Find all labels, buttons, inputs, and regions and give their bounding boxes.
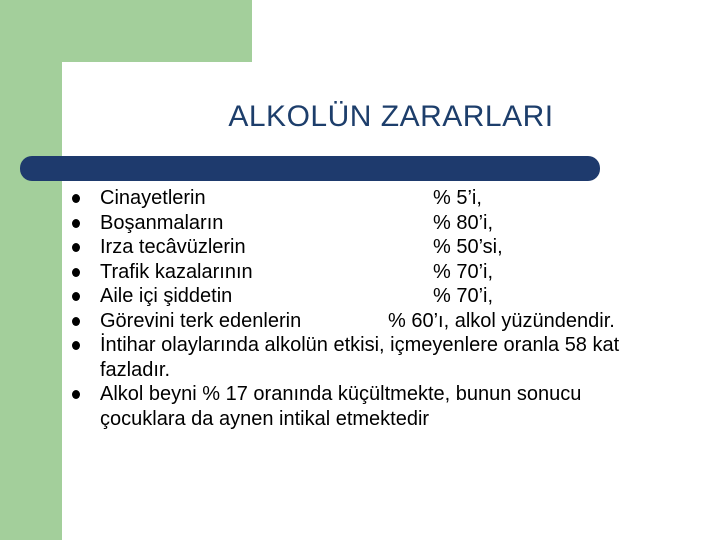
title-underline-bar <box>20 156 600 181</box>
list-item-label: Cinayetlerin <box>100 187 206 209</box>
list-item-gorevini-terk <box>72 309 712 334</box>
bullet-icon <box>72 317 80 326</box>
list-item-text: Alkol beyni % 17 oranında küçültmekte, bunun sonucu çocuklara da aynen intikal etmektedir <box>100 383 582 430</box>
list-item-label: Trafik kazalarının <box>100 260 253 283</box>
bullet-icon <box>72 390 80 399</box>
list-item-label: Irza tecâvüzlerin <box>100 236 246 258</box>
bullet-icon <box>72 243 80 252</box>
list-item-value: % 80’i, <box>433 211 494 234</box>
bullet-icon <box>72 194 80 203</box>
list-item-aile-ici-siddet <box>72 284 712 309</box>
bullet-icon <box>72 268 80 277</box>
list-item-text: İntihar olaylarında alkolün etkisi, içmeyenlere oranla 58 kat fazladır. <box>100 334 620 381</box>
bullet-list <box>72 186 712 431</box>
list-item-value: % 50’si, <box>433 236 503 258</box>
bullet-icon <box>72 341 80 350</box>
list-item-label: Görevini terk edenlerin <box>100 309 302 332</box>
list-item-intihar <box>72 333 712 382</box>
green-left-strip <box>0 0 62 540</box>
list-item-value: % 5’i, <box>433 187 482 209</box>
list-item-irza-tecavuz <box>72 235 712 260</box>
list-item-bosanma <box>72 211 712 236</box>
list-item-beyin <box>72 382 712 431</box>
list-item-value: % 70’i, <box>433 285 494 307</box>
list-item-label: Aile içi şiddetin <box>100 285 233 307</box>
list-item-cinayet <box>72 186 712 211</box>
list-item-value: % 70’i, <box>433 260 494 283</box>
list-item-trafik <box>72 260 712 285</box>
bullet-icon <box>72 219 80 228</box>
list-item-label: Boşanmaların <box>100 211 224 234</box>
list-item-value: % 60’ı, alkol yüzündendir. <box>388 309 615 332</box>
slide-title: ALKOLÜN ZARARLARI <box>228 100 554 133</box>
bullet-icon <box>72 292 80 301</box>
